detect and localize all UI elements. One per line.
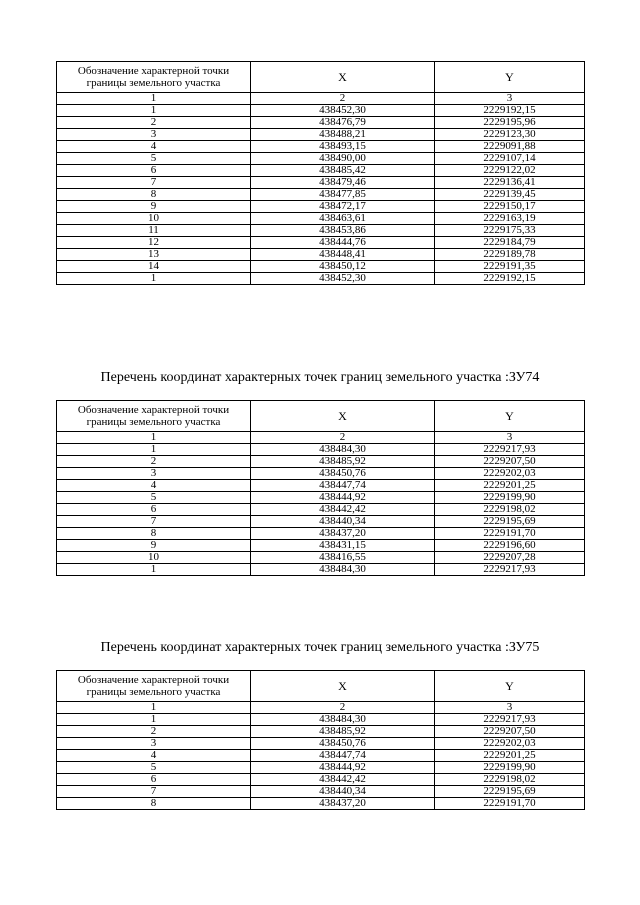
coordinates-table-2-block [56,400,584,576]
column-number: 3 [435,432,585,444]
point-number-cell: 9 [57,540,251,552]
table-row [57,480,585,492]
point-number-cell: 11 [57,225,251,237]
x-coordinate-cell: 438477,85 [251,189,435,201]
x-coordinate-cell: 438442,42 [251,504,435,516]
table-row [57,492,585,504]
table-row [57,141,585,153]
y-coordinate-cell: 2229091,88 [435,141,585,153]
point-number-cell: 8 [57,528,251,540]
table-row [57,177,585,189]
y-coordinate-cell: 2229191,35 [435,261,585,273]
x-coordinate-cell: 438444,76 [251,237,435,249]
table-row [57,564,585,576]
y-coordinate-cell: 2229163,19 [435,213,585,225]
table-row [57,456,585,468]
table-row [57,225,585,237]
y-coordinate-cell: 2229199,90 [435,762,585,774]
table-row [57,516,585,528]
y-coordinate-cell: 2229192,15 [435,273,585,285]
point-number-cell: 7 [57,516,251,528]
table-row [57,261,585,273]
x-coordinate-cell: 438447,74 [251,750,435,762]
x-coordinate-cell: 438493,15 [251,141,435,153]
point-number-cell: 1 [57,564,251,576]
y-coordinate-cell: 2229201,25 [435,750,585,762]
column-number-row [57,93,585,105]
column-number: 3 [435,702,585,714]
column-number-row [57,432,585,444]
caption-zu74: Перечень координат характерных точек границ земельного участка :ЗУ74 [100,370,540,385]
y-coordinate-cell: 2229184,79 [435,237,585,249]
x-coordinate-cell: 438485,42 [251,165,435,177]
x-coordinate-cell: 438442,42 [251,774,435,786]
x-coordinate-cell: 438447,74 [251,480,435,492]
header-y: Y [435,671,585,702]
point-number-cell: 8 [57,189,251,201]
x-coordinate-cell: 438472,17 [251,201,435,213]
table-row [57,504,585,516]
x-coordinate-cell: 438450,76 [251,738,435,750]
header-point-designation: Обозначение характерной точки границы земельного участка [57,62,251,93]
table-row [57,213,585,225]
column-number: 2 [251,702,435,714]
column-number: 1 [57,432,251,444]
point-number-cell: 3 [57,129,251,141]
table-row [57,117,585,129]
table-row [57,237,585,249]
x-coordinate-cell: 438431,15 [251,540,435,552]
table-header-row [57,62,585,93]
y-coordinate-cell: 2229207,50 [435,456,585,468]
table-row [57,189,585,201]
table-row [57,750,585,762]
column-number-row [57,702,585,714]
point-number-cell: 1 [57,714,251,726]
y-coordinate-cell: 2229198,02 [435,504,585,516]
x-coordinate-cell: 438440,34 [251,786,435,798]
table-row [57,714,585,726]
table-row [57,165,585,177]
x-coordinate-cell: 438437,20 [251,528,435,540]
y-coordinate-cell: 2229191,70 [435,528,585,540]
y-coordinate-cell: 2229196,60 [435,540,585,552]
header-point-designation: Обозначение характерной точки границы земельного участка [57,671,251,702]
x-coordinate-cell: 438450,12 [251,261,435,273]
y-coordinate-cell: 2229207,28 [435,552,585,564]
header-point-designation: Обозначение характерной точки границы земельного участка [57,401,251,432]
header-x: X [251,401,435,432]
x-coordinate-cell: 438476,79 [251,117,435,129]
point-number-cell: 7 [57,177,251,189]
point-number-cell: 3 [57,738,251,750]
header-y: Y [435,62,585,93]
header-x: X [251,671,435,702]
x-coordinate-cell: 438440,34 [251,516,435,528]
column-number: 1 [57,93,251,105]
column-number: 2 [251,432,435,444]
point-number-cell: 4 [57,750,251,762]
point-number-cell: 6 [57,504,251,516]
point-number-cell: 10 [57,552,251,564]
table-row [57,444,585,456]
table-row [57,762,585,774]
x-coordinate-cell: 438453,86 [251,225,435,237]
point-number-cell: 2 [57,117,251,129]
coordinates-table-3-block [56,670,584,810]
y-coordinate-cell: 2229192,15 [435,105,585,117]
table-row [57,774,585,786]
point-number-cell: 14 [57,261,251,273]
x-coordinate-cell: 438463,61 [251,213,435,225]
table-row [57,786,585,798]
y-coordinate-cell: 2229175,33 [435,225,585,237]
table-row [57,249,585,261]
y-coordinate-cell: 2229217,93 [435,564,585,576]
point-number-cell: 1 [57,273,251,285]
point-number-cell: 5 [57,153,251,165]
coordinates-table-3 [56,670,585,810]
y-coordinate-cell: 2229217,93 [435,714,585,726]
y-coordinate-cell: 2229136,41 [435,177,585,189]
table-row [57,540,585,552]
y-coordinate-cell: 2229201,25 [435,480,585,492]
caption-zu75: Перечень координат характерных точек границ земельного участка :ЗУ75 [100,640,540,655]
y-coordinate-cell: 2229198,02 [435,774,585,786]
point-number-cell: 2 [57,726,251,738]
y-coordinate-cell: 2229139,45 [435,189,585,201]
x-coordinate-cell: 438484,30 [251,714,435,726]
x-coordinate-cell: 438479,46 [251,177,435,189]
y-coordinate-cell: 2229199,90 [435,492,585,504]
x-coordinate-cell: 438450,76 [251,468,435,480]
y-coordinate-cell: 2229195,69 [435,786,585,798]
x-coordinate-cell: 438444,92 [251,762,435,774]
x-coordinate-cell: 438444,92 [251,492,435,504]
y-coordinate-cell: 2229189,78 [435,249,585,261]
y-coordinate-cell: 2229207,50 [435,726,585,738]
y-coordinate-cell: 2229202,03 [435,468,585,480]
point-number-cell: 5 [57,762,251,774]
y-coordinate-cell: 2229123,30 [435,129,585,141]
x-coordinate-cell: 438437,20 [251,798,435,810]
column-number: 3 [435,93,585,105]
x-coordinate-cell: 438488,21 [251,129,435,141]
table-header-row [57,671,585,702]
table-row [57,273,585,285]
table-row [57,201,585,213]
y-coordinate-cell: 2229202,03 [435,738,585,750]
table-row [57,738,585,750]
coordinates-table-1-block [56,61,584,285]
point-number-cell: 1 [57,444,251,456]
table-row [57,468,585,480]
y-coordinate-cell: 2229122,02 [435,165,585,177]
table-row [57,798,585,810]
point-number-cell: 4 [57,141,251,153]
y-coordinate-cell: 2229217,93 [435,444,585,456]
point-number-cell: 1 [57,105,251,117]
y-coordinate-cell: 2229150,17 [435,201,585,213]
y-coordinate-cell: 2229195,69 [435,516,585,528]
column-number: 2 [251,93,435,105]
point-number-cell: 6 [57,774,251,786]
x-coordinate-cell: 438448,41 [251,249,435,261]
point-number-cell: 10 [57,213,251,225]
x-coordinate-cell: 438485,92 [251,726,435,738]
x-coordinate-cell: 438490,00 [251,153,435,165]
point-number-cell: 5 [57,492,251,504]
y-coordinate-cell: 2229195,96 [435,117,585,129]
y-coordinate-cell: 2229107,14 [435,153,585,165]
header-x: X [251,62,435,93]
table-row [57,105,585,117]
point-number-cell: 6 [57,165,251,177]
point-number-cell: 7 [57,786,251,798]
x-coordinate-cell: 438484,30 [251,564,435,576]
coordinates-table-2 [56,400,585,576]
x-coordinate-cell: 438416,55 [251,552,435,564]
table-row [57,153,585,165]
x-coordinate-cell: 438484,30 [251,444,435,456]
y-coordinate-cell: 2229191,70 [435,798,585,810]
point-number-cell: 13 [57,249,251,261]
point-number-cell: 12 [57,237,251,249]
x-coordinate-cell: 438452,30 [251,105,435,117]
table-row [57,129,585,141]
point-number-cell: 8 [57,798,251,810]
point-number-cell: 3 [57,468,251,480]
header-y: Y [435,401,585,432]
point-number-cell: 4 [57,480,251,492]
column-number: 1 [57,702,251,714]
table-row [57,528,585,540]
coordinates-table-1 [56,61,585,285]
point-number-cell: 2 [57,456,251,468]
table-row [57,552,585,564]
table-header-row [57,401,585,432]
point-number-cell: 9 [57,201,251,213]
table-row [57,726,585,738]
x-coordinate-cell: 438485,92 [251,456,435,468]
x-coordinate-cell: 438452,30 [251,273,435,285]
